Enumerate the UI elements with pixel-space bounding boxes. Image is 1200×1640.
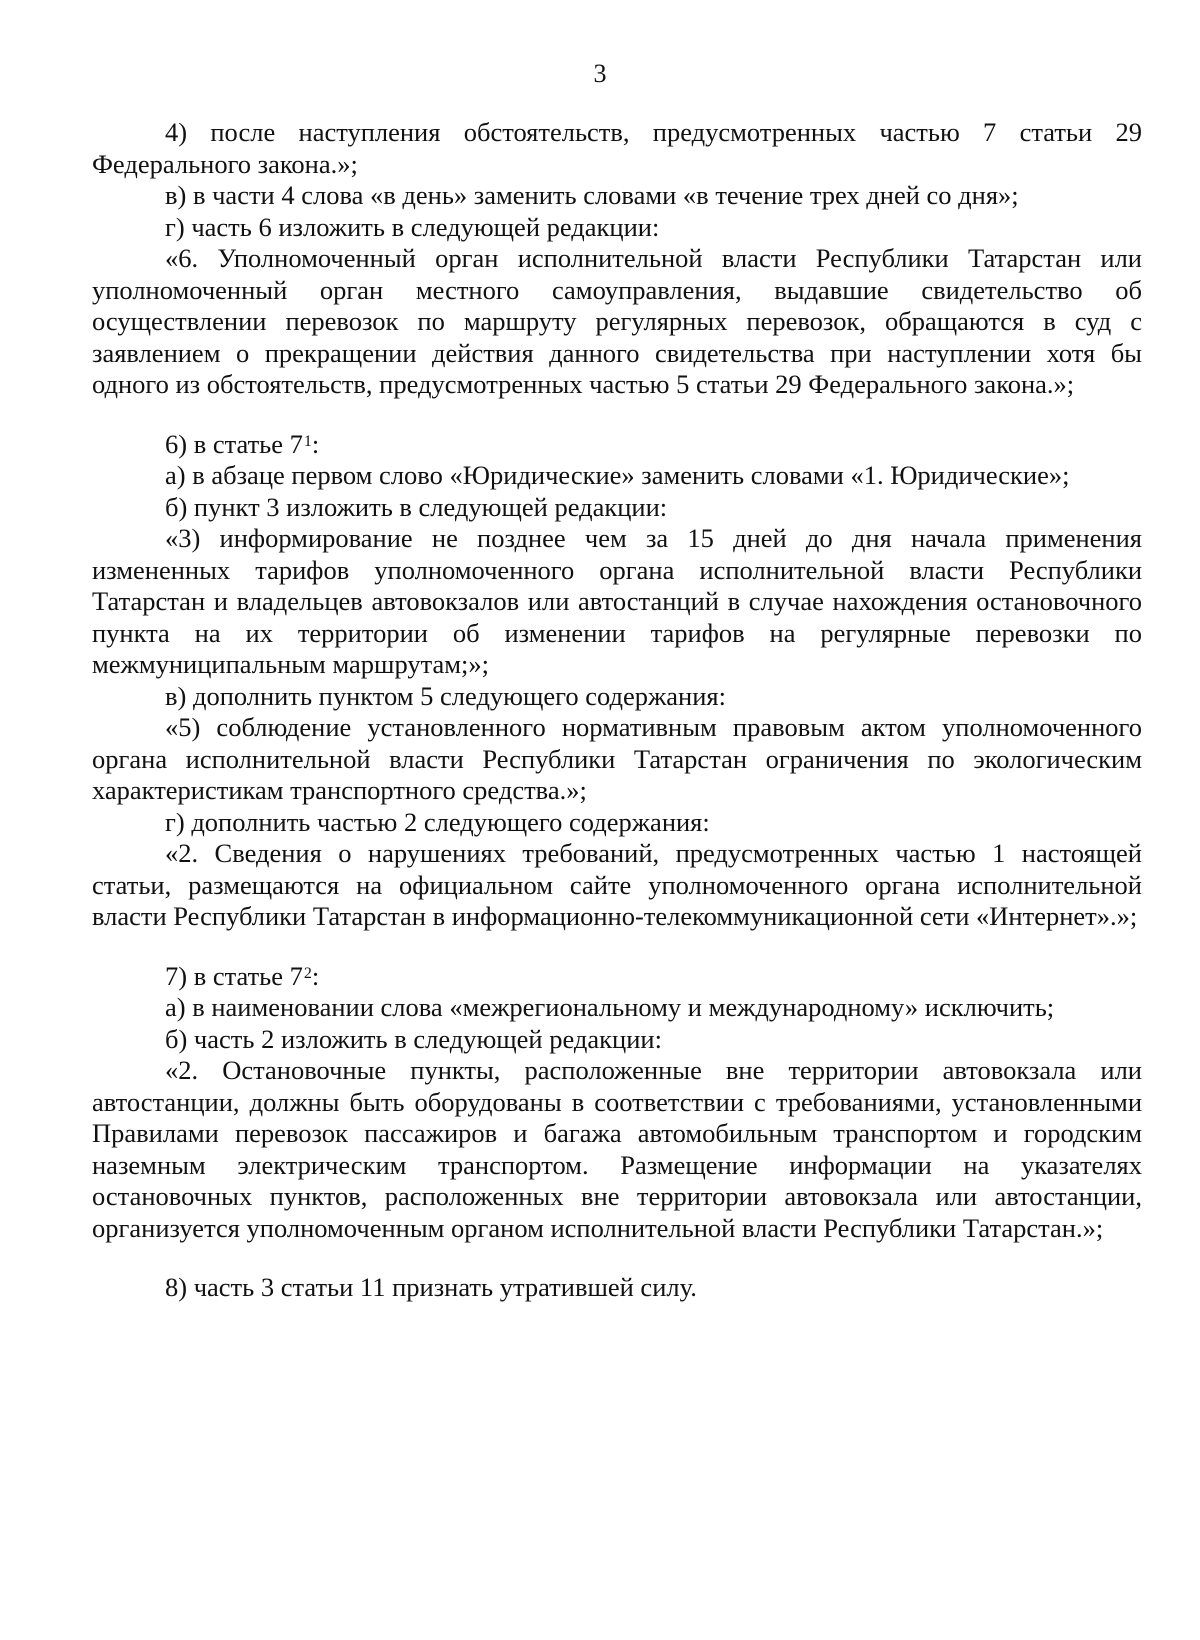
paragraph-subitem-a: а) в абзаце первом слово «Юридические» заменить словами «1. Юридические»; — [165, 460, 1070, 490]
paragraph-item-6-heading — [92, 429, 1142, 461]
item-7-superscript: 2 — [303, 964, 312, 982]
paragraph-subitem-v-2: в) дополнить пунктом 5 следующего содержания: — [165, 680, 726, 711]
item-6-text: 6) в статье 7 — [165, 428, 303, 459]
item-6-colon: : — [311, 428, 320, 459]
paragraph-subitem-a-2: а) в наименовании слова «межрегиональному и международному» исключить; — [165, 992, 1055, 1022]
item-7-text: 7) в статье 7 — [165, 960, 303, 991]
paragraph-subitem-b-2: б) часть 2 изложить в следующей редакции: — [165, 1023, 662, 1054]
paragraph-item-7-heading — [92, 961, 1142, 993]
paragraph-item-4: 4) после наступления обстоятельств, предусмотренных частью 7 статьи 29 Федерального закона.»; — [92, 117, 1142, 179]
paragraph-gap — [92, 401, 1142, 429]
paragraph-subitem-b: б) пункт 3 изложить в следующей редакции: — [165, 491, 668, 522]
item-6-superscript: 1 — [303, 432, 312, 450]
paragraph-subitem-g: г) часть 6 изложить в следующей редакции: — [165, 211, 660, 242]
item-7-colon: : — [311, 960, 320, 991]
paragraph-quote-point-3: «3) информирование не позднее чем за 15 дней до дня начала применения измененных тарифов уполномоченного органа исполнительной власти Республики Татарстан и владельцев автовокзалов или автостанций в случае нахождения остановочного пункта на их территории об изменении тарифов на регулярные перевозки по межмуниципальным маршрутам;»; — [92, 523, 1142, 679]
paragraph-quote-part-2: «2. Сведения о нарушениях требований, предусмотренных частью 1 настоящей статьи, размещаются на официальном сайте уполномоченного органа исполнительной власти Республики Татарстан в информационно-телекоммуникационной сети «Интернет».»; — [92, 838, 1142, 931]
paragraph-gap — [92, 933, 1142, 961]
paragraph-quote-part-6: «6. Уполномоченный орган исполнительной власти Республики Татарстан или уполномоченный орган местного самоуправления, выдавшие свидетельство об осуществлении перевозок по маршруту регулярных перевозок, обращаются в суд с заявлением о прекращении действия данного свидетельства при наступлении хотя бы одного из обстоятельств, предусмотренных частью 5 статьи 29 Федерального закона.»; — [92, 243, 1142, 399]
paragraph-gap — [92, 1244, 1142, 1272]
paragraph-item-8: 8) часть 3 статьи 11 признать утратившей силу. — [165, 1272, 697, 1302]
paragraph-subitem-v: в) в части 4 слова «в день» заменить словами «в течение трех дней со дня»; — [165, 180, 1019, 210]
paragraph-subitem-g-2: г) дополнить частью 2 следующего содержания: — [165, 806, 710, 837]
paragraph-quote-part-2-stops: «2. Остановочные пункты, расположенные вне территории автовокзала или автостанции, должны быть оборудованы в соответствии с требованиями, установленными Правилами перевозок пассажиров и багажа автомобильным транспортом и городским наземным электрическим транспортом. Размещение информации на указателях остановочных пунктов, расположенных вне территории автовокзала или автостанции, организуется уполномоченным органом исполнительной власти Республики Татарстан.»; — [92, 1055, 1142, 1243]
document-body — [92, 117, 1142, 1304]
paragraph-quote-point-5: «5) соблюдение установленного нормативным правовым актом уполномоченного органа исполнительной власти Республики Татарстан ограничения по экологическим характеристикам транспортного средства.»; — [92, 712, 1142, 805]
page-number: 3 — [593, 59, 607, 88]
